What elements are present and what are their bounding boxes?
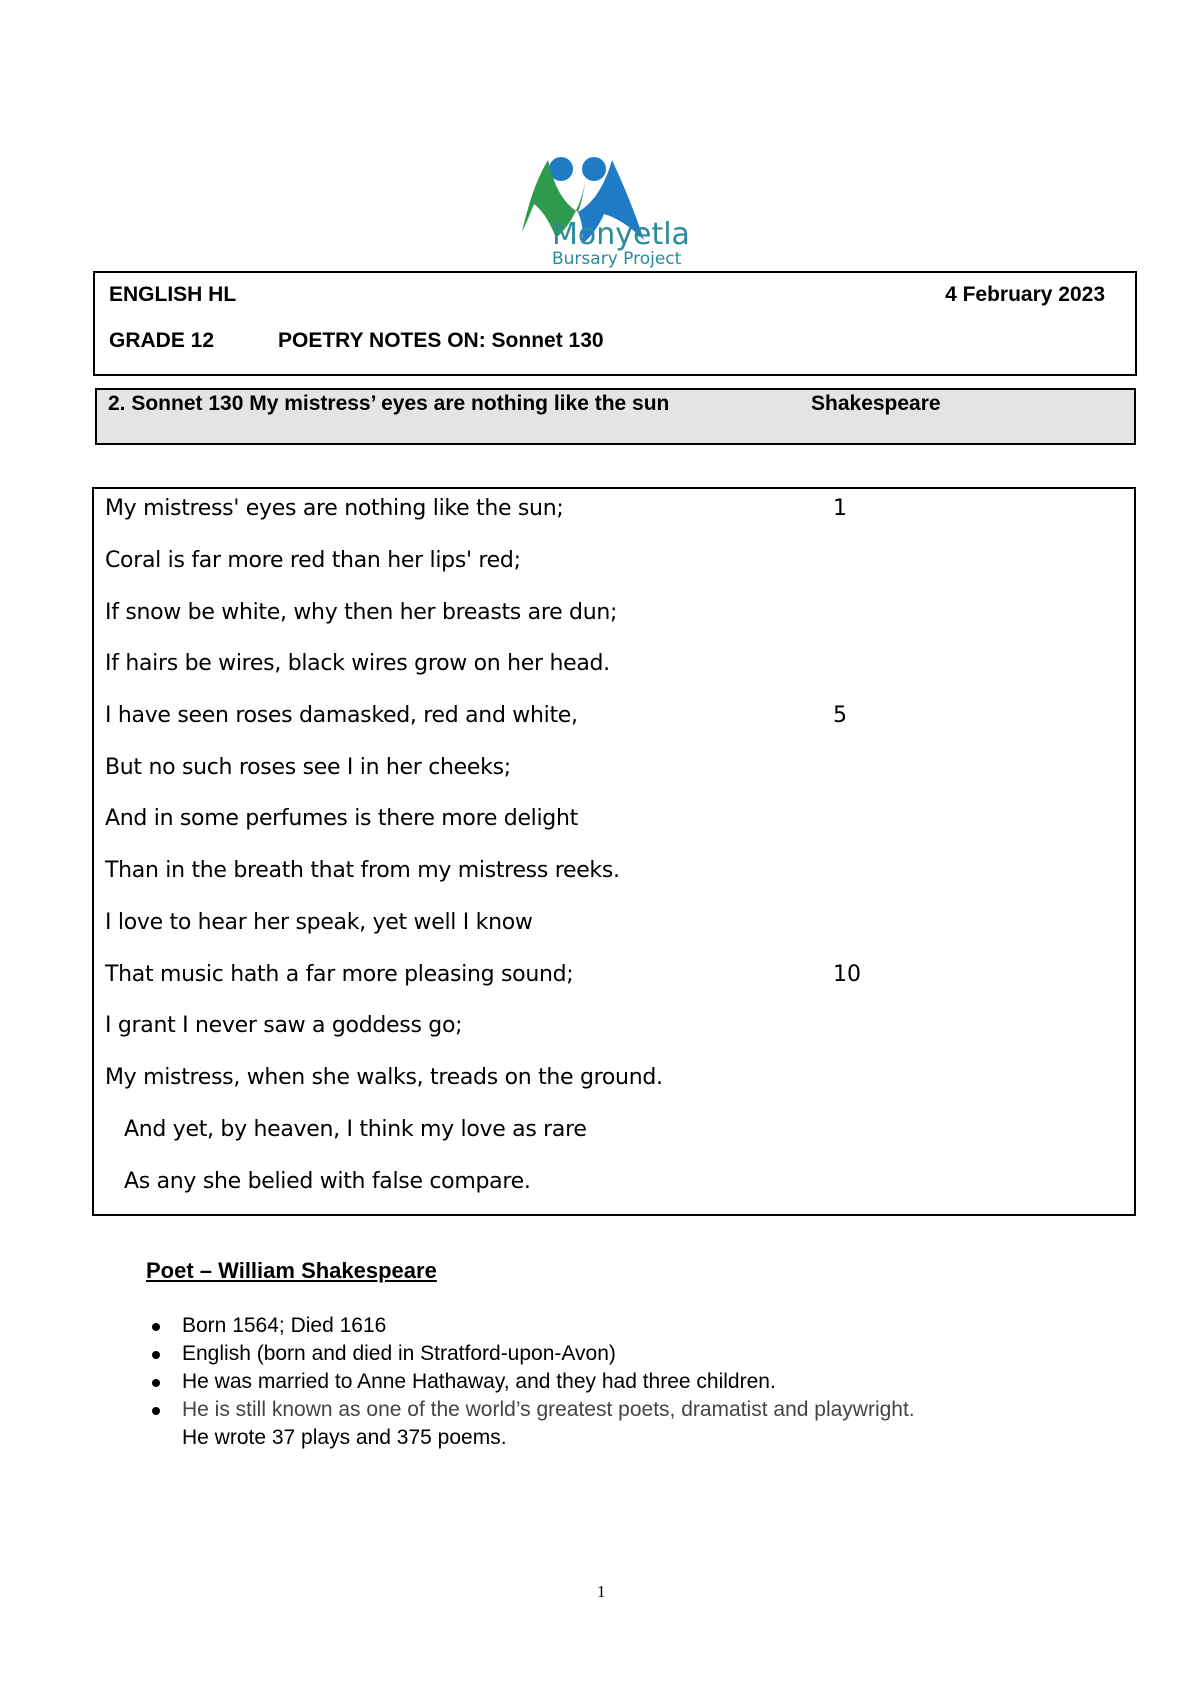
poem-title: 2. Sonnet 130 My mistress’ eyes are nothing like the sun — [108, 392, 670, 415]
poem-line: And in some perfumes is there more delight — [105, 806, 578, 831]
poem-line: If hairs be wires, black wires grow on her head. — [105, 651, 610, 676]
poet-facts-list — [146, 1312, 1046, 1452]
poem-line: Coral is far more red than her lips' red; — [105, 548, 521, 573]
fact-continuation: He wrote 37 plays and 375 poems. — [182, 1426, 507, 1449]
poem-line: I love to hear her speak, yet well I know — [105, 910, 533, 935]
notes-label: POETRY NOTES ON: — [278, 329, 486, 352]
poet-heading: Poet – William Shakespeare — [146, 1258, 437, 1283]
poem-line: Than in the breath that from my mistress reeks. — [105, 858, 620, 883]
subject-label: ENGLISH HL — [109, 283, 237, 306]
poem-line: My mistress' eyes are nothing like the sun; — [105, 496, 564, 521]
poem-title-bar — [95, 388, 1136, 445]
notes-poem-name: Sonnet 130 — [491, 329, 604, 352]
date-label: 4 February 2023 — [945, 283, 1105, 306]
list-item — [146, 1340, 1046, 1368]
poetry-notes-heading — [278, 329, 604, 353]
poem-box — [92, 487, 1136, 1216]
poem-line: But no such roses see I in her cheeks; — [105, 755, 511, 780]
fact-text: He was married to Anne Hathaway, and they had three children. — [182, 1370, 776, 1393]
header-box — [93, 271, 1137, 376]
grade-label: GRADE 12 — [109, 329, 215, 352]
poem-line: My mistress, when she walks, treads on the ground. — [105, 1065, 663, 1090]
fact-text: Born 1564; Died 1616 — [182, 1314, 387, 1337]
line-number: 10 — [833, 962, 861, 987]
logo-name-line1: Monyetla — [552, 217, 690, 252]
monyetla-logo — [512, 142, 692, 272]
list-item — [146, 1368, 1046, 1396]
poem-line: As any she belied with false compare. — [124, 1169, 531, 1194]
fact-text: He is still known as one of the world’s greatest poets, dramatist and playwright. — [182, 1398, 915, 1421]
poem-line: I grant I never saw a goddess go; — [105, 1013, 463, 1038]
poem-line: I have seen roses damasked, red and white, — [105, 703, 578, 728]
fact-text: English (born and died in Stratford-upon-Avon) — [182, 1342, 616, 1365]
list-item — [146, 1396, 1046, 1452]
list-item — [146, 1312, 1046, 1340]
line-number: 5 — [833, 703, 847, 728]
logo-head-right — [582, 157, 606, 181]
poem-author: Shakespeare — [811, 392, 941, 415]
poem-line: If snow be white, why then her breasts are dun; — [105, 600, 618, 625]
logo-name-line2: Bursary Project — [552, 249, 682, 269]
logo-graphic — [512, 142, 692, 272]
page-number: 1 — [597, 1582, 606, 1601]
poem-line: And yet, by heaven, I think my love as rare — [124, 1117, 587, 1142]
line-number: 1 — [833, 496, 847, 521]
poem-line: That music hath a far more pleasing sound; — [105, 962, 574, 987]
